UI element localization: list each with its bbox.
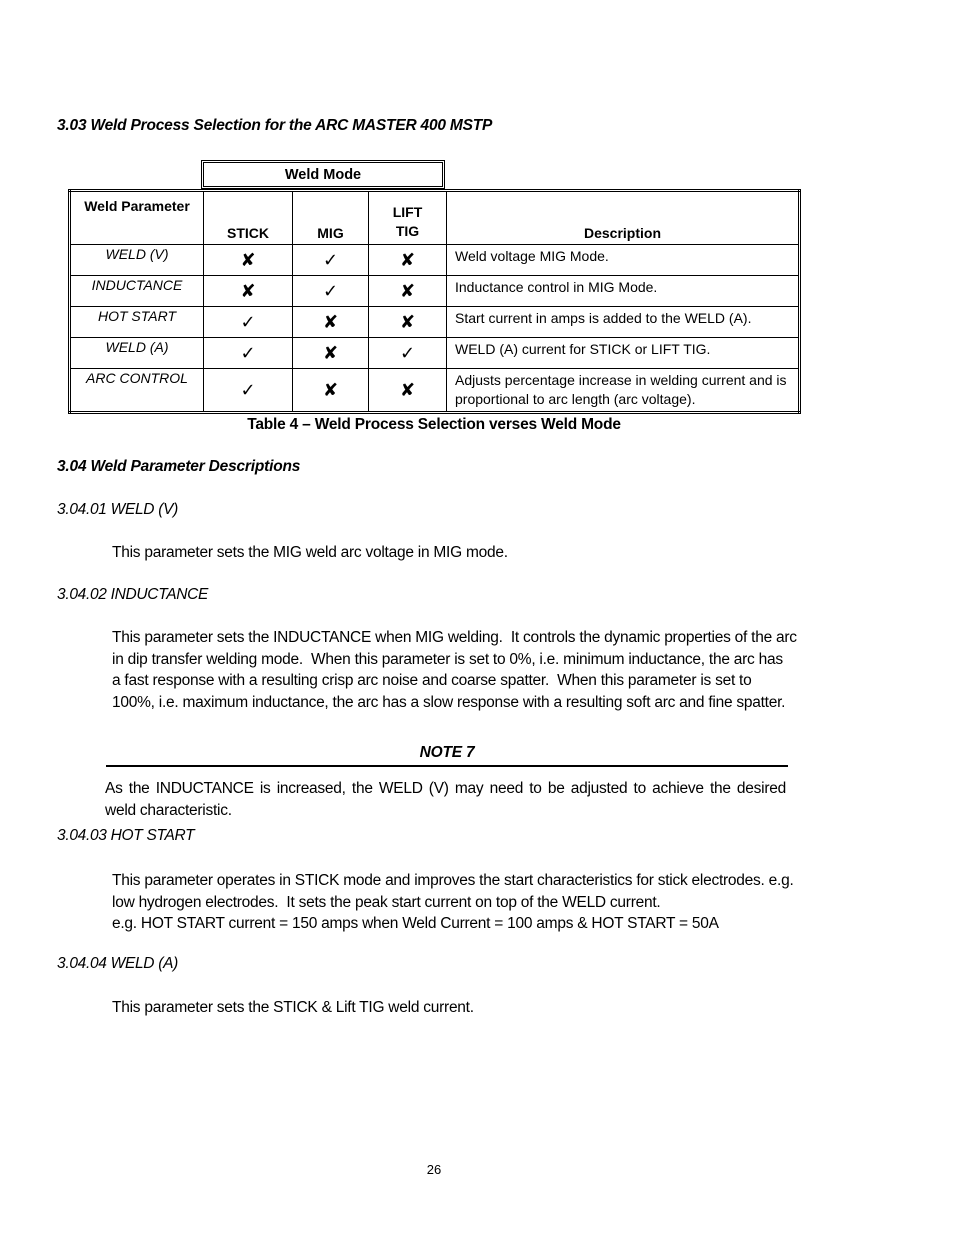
header-stick: STICK [204,191,293,245]
desc-inductance: Inductance control in MIG Mode. [447,276,800,307]
weld-process-table [68,189,801,414]
cross-icon: ✘ [204,276,293,307]
inductance-paragraph [112,627,822,713]
table-row [70,245,800,276]
param-arc-control: ARC CONTROL [70,369,204,413]
desc-weld-a: WELD (A) current for STICK or LIFT TIG. [447,338,800,369]
cross-icon: ✘ [293,369,369,413]
page-number: 26 [426,1162,442,1177]
check-icon: ✓ [204,338,293,369]
weld-mode-header: Weld Mode [201,160,445,189]
inductance-line: This parameter sets the INDUCTANCE when MIG welding. It controls the dynamic properties of the arc [112,629,797,646]
check-icon: ✓ [369,338,447,369]
section-304-title: 3.04 Weld Parameter Descriptions [57,458,301,475]
section-303-title: 3.03 Weld Process Selection for the ARC MASTER 400 MSTP [57,117,493,134]
weld-v-text: This parameter sets the MIG weld arc voltage in MIG mode. [112,544,508,561]
cross-icon: ✘ [293,338,369,369]
hot-start-line: This parameter operates in STICK mode and improves the start characteristics for stick electrodes. e.g. [112,872,794,889]
table-row [70,307,800,338]
header-mig: MIG [293,191,369,245]
note-line: weld characteristic. [105,801,232,819]
param-hot-start: HOT START [70,307,204,338]
subsection-weld-a-title: 3.04.04 WELD (A) [57,955,178,972]
inductance-line: a fast response with a resulting crisp arc noise and coarse spatter. When this parameter is set to [112,672,752,689]
cross-icon: ✘ [369,245,447,276]
header-lift-tig [369,191,447,245]
check-icon: ✓ [204,369,293,413]
header-lift-tig-line2: TIG [395,223,420,239]
check-icon: ✓ [293,245,369,276]
header-weld-parameter: Weld Parameter [70,191,204,245]
table-row [70,276,800,307]
table-caption: Table 4 – Weld Process Selection verses Weld Mode [247,416,621,433]
subsection-hot-start-title: 3.04.03 HOT START [57,827,195,844]
table-row [70,338,800,369]
hot-start-line: e.g. HOT START current = 150 amps when Weld Current = 100 amps & HOT START = 50A [112,915,719,932]
hot-start-line: low hydrogen electrodes. It sets the peak start current on top of the WELD current. [112,893,661,911]
note-line: As the INDUCTANCE is increased, the WELD (V) may need to be adjusted to achieve the desired [105,780,786,797]
hot-start-paragraph [112,870,822,935]
desc-weld-v: Weld voltage MIG Mode. [447,245,800,276]
table-row [70,369,800,413]
cross-icon: ✘ [369,276,447,307]
desc-hot-start: Start current in amps is added to the WELD (A). [447,307,800,338]
cross-icon: ✘ [369,307,447,338]
param-weld-a: WELD (A) [70,338,204,369]
cross-icon: ✘ [369,369,447,413]
inductance-line: 100%, i.e. maximum inductance, the arc has a slow response with a resulting soft arc and fine spatter. [112,693,786,711]
param-inductance: INDUCTANCE [70,276,204,307]
note-divider [106,765,788,767]
cross-icon: ✘ [204,245,293,276]
note-title: NOTE 7 [419,744,475,761]
check-icon: ✓ [293,276,369,307]
header-description: Description [447,191,800,245]
header-lift-tig-line1: LIFT [392,204,423,220]
weld-a-text: This parameter sets the STICK & Lift TIG weld current. [112,999,474,1016]
param-weld-v: WELD (V) [70,245,204,276]
subsection-inductance-title: 3.04.02 INDUCTANCE [57,586,209,603]
cross-icon: ✘ [293,307,369,338]
table-header-row [70,191,800,245]
check-icon: ✓ [204,307,293,338]
inductance-line: in dip transfer welding mode. When this parameter is set to 0%, i.e. minimum inductance, the arc has [112,650,783,668]
subsection-weld-v-title: 3.04.01 WELD (V) [57,501,178,518]
desc-arc-control: Adjusts percentage increase in welding current and is proportional to arc length (arc voltage). [447,369,800,413]
note-paragraph [105,778,786,821]
